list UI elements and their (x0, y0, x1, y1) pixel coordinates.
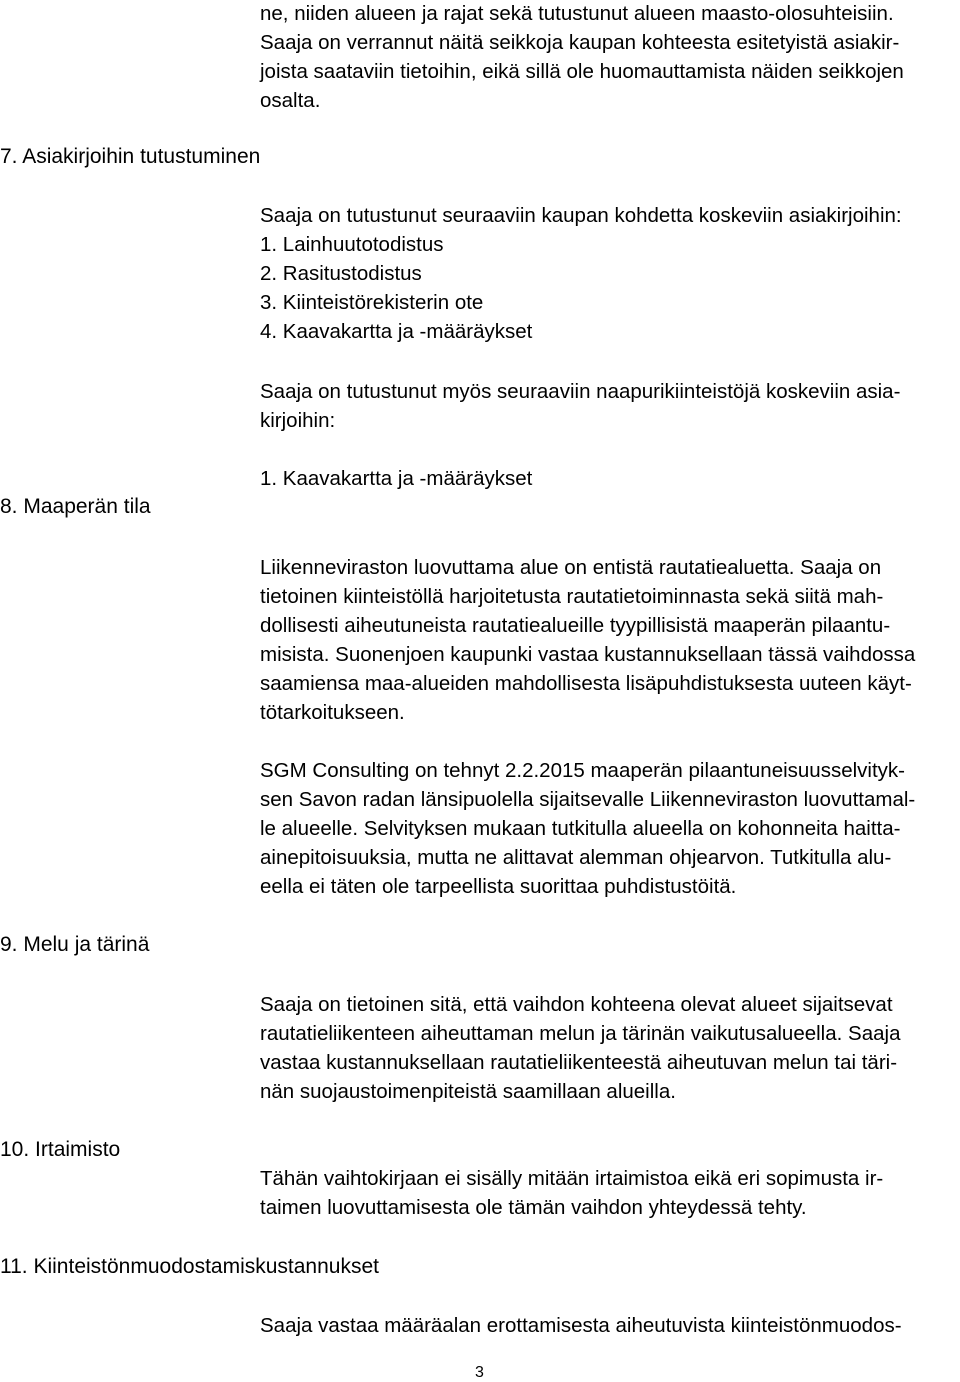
section-8-line: misista. Suonenjoen kaupunki vastaa kustannuksellaan tässä vaihdossa (260, 643, 916, 666)
section-8-line: sen Savon radan länsipuolella sijaitsevalle Liikenneviraston luovuttamal- (260, 788, 916, 811)
section-8-line: Liikenneviraston luovuttama alue on entistä rautatiealuetta. Saaja on (260, 556, 882, 579)
top-paragraph-line: joista saataviin tietoihin, eikä sillä ole huomauttamista näiden seikkojen (260, 60, 904, 83)
section-9-line: nän suojaustoimenpiteistä saamillaan alueilla. (260, 1080, 676, 1103)
section-heading-11: 11. Kiinteistönmuodostamiskustannukset (0, 1255, 379, 1278)
section-7-line: kirjoihin: (260, 409, 336, 432)
top-paragraph-line: osalta. (260, 89, 321, 112)
section-9-line: Saaja on tietoinen sitä, että vaihdon kohteena olevat alueet sijaitsevat (260, 993, 893, 1016)
section-heading-9: 9. Melu ja tärinä (0, 933, 150, 956)
section-9-line: rautatieliikenteen aiheuttaman melun ja tärinän vaikutusalueella. Saaja (260, 1022, 901, 1045)
section-8-line: le alueelle. Selvityksen mukaan tutkitulla alueella on kohonneita haitta- (260, 817, 901, 840)
section-8-line: SGM Consulting on tehnyt 2.2.2015 maaperän pilaantuneisuusselvityk- (260, 759, 905, 782)
section-heading-8: 8. Maaperän tila (0, 495, 151, 518)
section-8-line: eella ei täten ole tarpeellista suorittaa puhdistustöitä. (260, 875, 737, 898)
top-paragraph-line: Saaja on verrannut näitä seikkoja kaupan kohteesta esitetyistä asiakir- (260, 31, 900, 54)
section-7-line: Saaja on tutustunut seuraaviin kaupan kohdetta koskeviin asiakirjoihin: (260, 204, 902, 227)
section-8-line: dollisesti aiheutuneista rautatiealueille tyypillisistä maaperän pilaantu- (260, 614, 891, 637)
top-paragraph-line: ne, niiden alueen ja rajat sekä tutustunut alueen maasto-olosuhteisiin. (260, 2, 894, 25)
section-10-line: taimen luovuttamisesta ole tämän vaihdon yhteydessä tehty. (260, 1196, 807, 1219)
section-7-list-item: 3. Kiinteistörekisterin ote (260, 291, 484, 314)
section-9-line: vastaa kustannuksellaan rautatieliikenteestä aiheutuvan melun tai täri- (260, 1051, 898, 1074)
section-10-line: Tähän vaihtokirjaan ei sisälly mitään irtaimistoa eikä eri sopimusta ir- (260, 1167, 884, 1190)
section-7-line: Saaja on tutustunut myös seuraaviin naapurikiinteistöjä koskeviin asia- (260, 380, 901, 403)
page-number: 3 (475, 1364, 484, 1381)
section-7-list-item: 2. Rasitustodistus (260, 262, 422, 285)
section-heading-7: 7. Asiakirjoihin tutustuminen (0, 145, 261, 168)
section-8-line: tietoinen kiinteistöllä harjoitetusta rautatietoiminnasta sekä siitä mah- (260, 585, 884, 608)
section-8-line: saamiensa maa-alueiden mahdollisesta lisäpuhdistuksesta uuteen käyt- (260, 672, 912, 695)
section-8-line: ainepitoisuuksia, mutta ne alittavat alemman ohjearvon. Tutkitulla alu- (260, 846, 892, 869)
section-7-list-item: 1. Kaavakartta ja -määräykset (260, 467, 533, 490)
section-7-list-item: 4. Kaavakartta ja -määräykset (260, 320, 533, 343)
section-11-line: Saaja vastaa määräalan erottamisesta aiheutuvista kiinteistönmuodos- (260, 1314, 902, 1337)
section-heading-10: 10. Irtaimisto (0, 1138, 121, 1161)
section-7-list-item: 1. Lainhuutotodistus (260, 233, 444, 256)
section-8-line: tötarkoitukseen. (260, 701, 405, 724)
